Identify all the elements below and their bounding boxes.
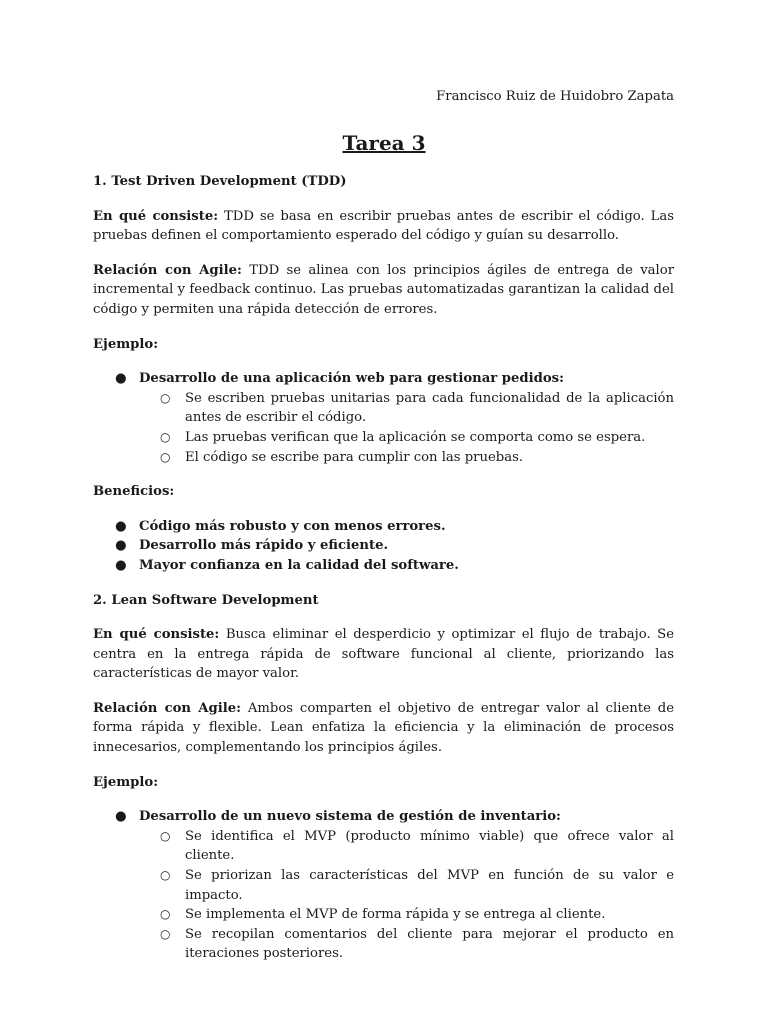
circle-bullet-icon: ○ bbox=[160, 390, 171, 405]
agile-label: Relación con Agile: bbox=[93, 700, 242, 716]
circle-bullet-icon: ○ bbox=[160, 429, 171, 444]
what-paragraph bbox=[93, 207, 674, 246]
bullet-icon: ● bbox=[115, 538, 127, 554]
document-title: Tarea 3 bbox=[342, 131, 426, 155]
circle-bullet-icon: ○ bbox=[160, 449, 171, 464]
benefits-list bbox=[93, 517, 674, 576]
bullet-icon: ● bbox=[115, 518, 127, 534]
agile-paragraph bbox=[93, 261, 674, 320]
list-item bbox=[93, 369, 674, 467]
item-text: Mayor confianza en la calidad del software. bbox=[139, 557, 459, 573]
example-label: Ejemplo: bbox=[93, 774, 159, 790]
agile-text: TDD se alinea con los principios ágiles de entrega de valor incremental y feedback continuo. Las pruebas automatizadas garantizan la calidad del código y permiten una rápida detección de errores. bbox=[93, 262, 674, 317]
bullet-icon: ● bbox=[115, 371, 127, 387]
circle-bullet-icon: ○ bbox=[160, 907, 171, 922]
bullet-icon: ● bbox=[115, 809, 127, 825]
item-text: Se identifica el MVP (producto mínimo viable) que ofrece valor al cliente. bbox=[185, 828, 674, 864]
author-name: Francisco Ruiz de Huidobro Zapata bbox=[436, 89, 674, 104]
what-paragraph bbox=[93, 625, 674, 684]
what-text: Busca eliminar el desperdicio y optimizar el flujo de trabajo. Se centra en la entrega rápida de software funcional al cliente, priorizando las características de mayor valor. bbox=[93, 627, 674, 682]
list-item bbox=[139, 827, 674, 866]
document-body bbox=[93, 172, 674, 979]
benefits-label: Beneficios: bbox=[93, 484, 175, 500]
section-heading: 2. Lean Software Development bbox=[93, 592, 319, 608]
list-item bbox=[139, 448, 674, 468]
agile-paragraph bbox=[93, 699, 674, 758]
sub-list bbox=[139, 827, 674, 964]
sub-list bbox=[139, 389, 674, 467]
circle-bullet-icon: ○ bbox=[160, 926, 171, 941]
list-item bbox=[139, 389, 674, 428]
example-title: Desarrollo de una aplicación web para gestionar pedidos: bbox=[139, 371, 564, 387]
item-text: Se recopilan comentarios del cliente para mejorar el producto en iteraciones posteriores. bbox=[185, 926, 674, 962]
example-label: Ejemplo: bbox=[93, 336, 159, 352]
section-heading: 1. Test Driven Development (TDD) bbox=[93, 174, 347, 189]
list-item bbox=[93, 556, 674, 576]
agile-label: Relación con Agile: bbox=[93, 262, 242, 278]
item-text: Las pruebas verifican que la aplicación se comporta como se espera. bbox=[185, 429, 646, 445]
what-label: En qué consiste: bbox=[93, 627, 220, 643]
item-text: Se escriben pruebas unitarias para cada funcionalidad de la aplicación antes de escribir el código. bbox=[185, 390, 674, 426]
list-item bbox=[139, 925, 674, 964]
circle-bullet-icon: ○ bbox=[160, 828, 171, 843]
list-item bbox=[139, 905, 674, 925]
list-item bbox=[93, 807, 674, 964]
item-text: El código se escribe para cumplir con las pruebas. bbox=[185, 449, 524, 465]
item-text: Desarrollo más rápido y eficiente. bbox=[139, 538, 389, 554]
item-text: Se implementa el MVP de forma rápida y se entrega al cliente. bbox=[185, 907, 606, 923]
item-text: Código más robusto y con menos errores. bbox=[139, 518, 446, 534]
agile-text: Ambos comparten el objetivo de entregar valor al cliente de forma rápida y flexible. Lean enfatiza la eficiencia y la eliminación de procesos innecesarios, complementando los principios ágiles. bbox=[93, 700, 675, 756]
example-list bbox=[93, 807, 674, 964]
list-item bbox=[93, 517, 674, 537]
what-label: En qué consiste: bbox=[93, 208, 219, 224]
circle-bullet-icon: ○ bbox=[160, 868, 171, 883]
item-text: Se priorizan las características del MVP en función de su valor e impacto. bbox=[185, 868, 674, 903]
list-item bbox=[139, 866, 674, 905]
bullet-icon: ● bbox=[115, 557, 127, 573]
list-item bbox=[93, 536, 674, 556]
example-title: Desarrollo de un nuevo sistema de gestión de inventario: bbox=[139, 809, 561, 825]
list-item bbox=[139, 428, 674, 448]
example-list bbox=[93, 369, 674, 467]
what-text: TDD se basa en escribir pruebas antes de escribir el código. Las pruebas definen el comportamiento esperado del código y guían su desarrollo. bbox=[93, 208, 674, 244]
